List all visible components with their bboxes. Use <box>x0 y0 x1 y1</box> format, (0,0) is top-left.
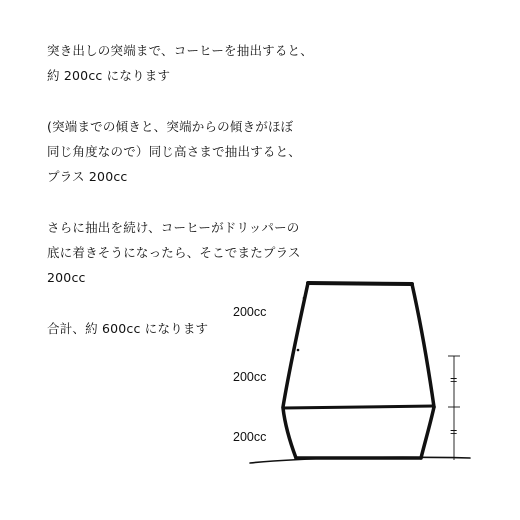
dripper-outline <box>283 283 434 458</box>
dot <box>303 297 306 300</box>
side-dots <box>297 297 428 357</box>
dripper-right-lower <box>421 407 434 458</box>
text-line: 合計、約 600cc になります <box>47 321 209 336</box>
text-line: 同じ角度なので）同じ高さまで抽出すると、 <box>47 144 302 159</box>
equal-mark-upper: = <box>450 373 458 387</box>
text-line: 約 200cc になります <box>47 68 171 83</box>
protrusion-line <box>283 406 434 408</box>
dripper-left-lower <box>283 408 296 458</box>
text-line: (突端までの傾きと、突端からの傾きがほぼ <box>47 119 294 134</box>
dot <box>414 297 417 300</box>
dripper-right-upper <box>412 284 434 407</box>
dot <box>425 354 428 357</box>
text-line: プラス 200cc <box>47 169 128 184</box>
text-line: 突き出しの突端まで、コーヒーを抽出すると、 <box>47 43 313 58</box>
volume-label-top: 200cc <box>233 305 267 319</box>
dot <box>297 349 300 352</box>
text-line: さらに抽出を続け、コーヒーがドリッパーの <box>47 220 300 235</box>
dripper-left-upper <box>283 283 308 407</box>
volume-label-bottom: 200cc <box>233 430 267 444</box>
text-line: 底に着きそうになったら、そこでまたプラス <box>47 245 301 260</box>
measure-scale <box>448 356 460 460</box>
dripper-rim <box>308 283 412 284</box>
equal-mark-lower: = <box>450 425 458 439</box>
text-line: 200cc <box>47 270 86 285</box>
volume-label-middle: 200cc <box>233 370 267 384</box>
